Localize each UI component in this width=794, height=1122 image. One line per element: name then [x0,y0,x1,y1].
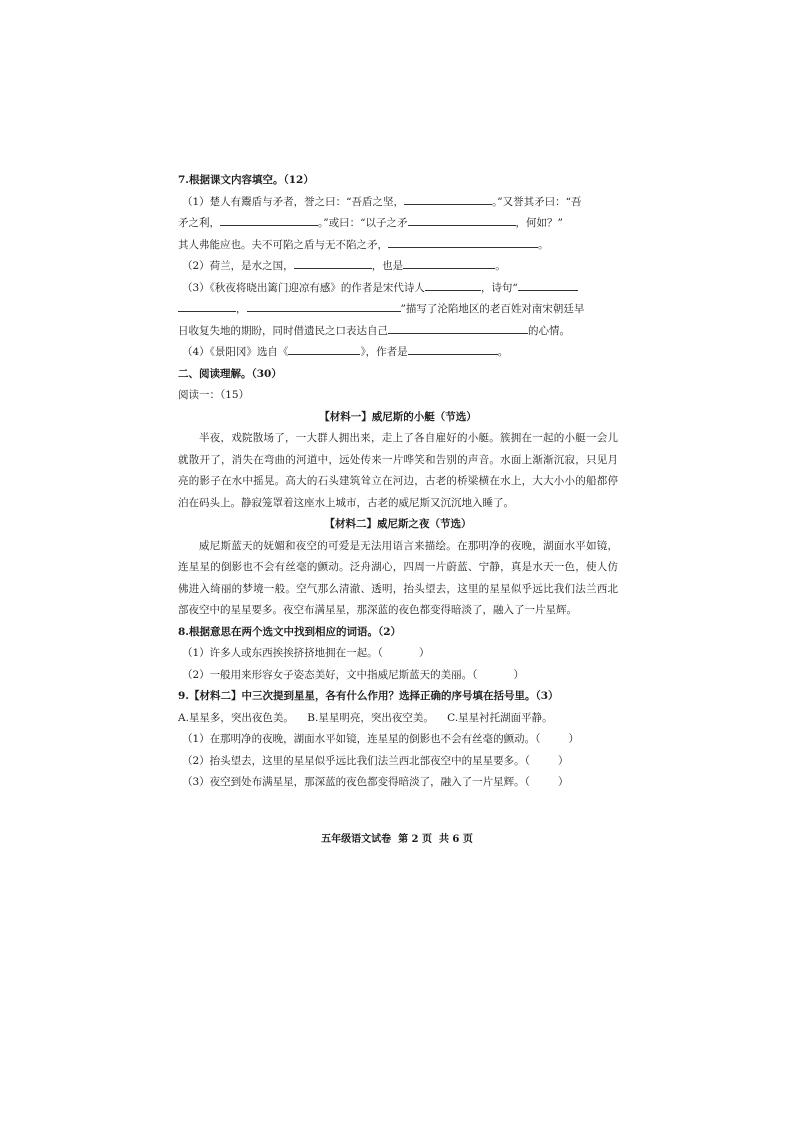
q8-item1 [178,643,618,665]
q7-text: （2）荷兰，是水之国， [182,260,294,272]
q9-options: A.星星多，突出夜色美。 B.星星明亮，突出夜空美。 C.星星衬托湖面平静。 [178,711,553,724]
answer-blank[interactable] [288,342,360,355]
q7-text: 。 [497,346,509,358]
answer-blank[interactable] [425,278,481,291]
q7-text: 。”又誉其矛曰：“吾 [492,195,582,208]
q9-text: ） [557,754,569,767]
q7-item4 [178,342,618,364]
page-footer: 五年级语文试卷 第 2 页 共 6 页 [321,834,473,845]
q7-item1-line2 [178,213,618,235]
q7-text: ，也是 [371,260,404,272]
answer-blank[interactable] [518,278,578,291]
answer-blank[interactable] [247,299,401,312]
q7-item3-line3 [178,321,618,343]
q7-item2 [178,256,618,278]
q7-text: ，何如？” [515,217,563,229]
answer-blank[interactable] [220,213,318,226]
q7-text: （1）楚人有鬻盾与矛者，誉之曰：“吾盾之坚， [182,195,405,208]
q7-title: 7.根据课文内容填空。（12） [178,174,314,186]
q7-item3-line1 [178,278,618,300]
q9-text: ） [557,776,569,788]
q7-item3-line2 [178,299,618,321]
material-1-text: 半夜，戏院散场了，一大群人拥出来，走上了各自雇好的小艇。簇拥在一起的小艇一会儿就散开了，消失在弯曲的河道中，远处传来一片哗笑和告别的声音。水面上渐渐沉寂，只见月亮的影子在水中摇晃。高大的石头建筑耸立在河边，古老的桥梁横在水上，大大小小的船都停泊在码头上。静寂笼罩着这座水上城市，古老的威尼斯又沉沉地入睡了。 [178,432,618,509]
q7-text: 。 [538,238,549,251]
q9-text: （1）在那明净的夜晚，湖面水平如镜，连星星的倒影也不会有丝毫的颤动。（ [182,733,541,745]
q9-title: 9.【材料二】中三次提到星星，各有什么作用？选择正确的序号填在括号里。（3） [178,690,559,702]
q7-text: 。 [495,260,506,272]
material-2-title: 【材料二】威尼斯之夜（节选） [324,518,472,530]
q7-text: 矛之利， [178,217,220,229]
q8-text: ） [418,647,430,659]
q7-text: 日收复失地的期盼，同时借遗民之口表达自己 [178,324,388,337]
q9-item2 [178,751,618,773]
exam-content [178,170,618,794]
q7-text: 。”或曰：“以子之矛 [318,217,408,229]
answer-blank[interactable] [388,235,538,248]
q9-text: （2）抬头望去，这里的星星似乎远比我们法兰西北部夜空中的星星要多。（ [182,754,530,767]
q7-item1-line3 [178,235,618,257]
q9-item3 [178,772,618,794]
q7-text: ，诗句“ [480,281,518,294]
q7-item1-line1 [178,192,618,214]
reading-1-heading: 阅读一：（15） [178,389,250,401]
q8-title: 8.根据意思在两个选文中找到相应的词语。（2） [178,625,402,638]
q9-item1 [178,729,618,751]
q8-text: （1）许多人或东西挨挨挤挤地拥在一起。（ [182,647,383,659]
q8-text: ） [513,668,524,681]
q7-text: 的心情。 [528,324,570,337]
answer-blank[interactable] [408,342,498,355]
answer-blank[interactable] [294,256,372,269]
q7-text: （4）《景阳冈》选自《 [182,346,289,358]
answer-blank[interactable] [403,256,495,269]
material-1-title: 【材料一】威尼斯的小艇（节选） [319,410,477,423]
q7-text: 其人弗能应也。夫不可陷之盾与无不陷之矛， [178,238,388,251]
answer-blank[interactable] [408,213,516,226]
answer-blank[interactable] [388,321,528,334]
answer-blank[interactable] [178,299,236,312]
q7-text: 》，作者是 [360,346,408,358]
q7-text: （3）《秋夜将晓出篱门迎凉有感》的作者是宋代诗人 [182,281,425,294]
answer-blank[interactable] [404,192,492,205]
material-2-text: 威尼斯蓝天的妩媚和夜空的可爱是无法用语言来描绘。在那明净的夜晚，湖面水平如镜，连星星的倒影也不会有丝毫的颤动。泛舟湖心，四周一片蔚蓝、宁静，真是水天一色，使人仿佛进入绮丽的梦境一般。空气那么清澈、透明，抬头望去，这里的星星似乎远比我们法兰西北部夜空中的星星要多。夜空布满星星，那深蓝的夜色都变得暗淡了，融入了一片星辉。 [178,539,618,616]
q7-text: ”描写了沦陷地区的老百姓对南宋朝廷早 [400,303,585,315]
q8-text: （2）一般用来形容女子姿态美好，文中指威尼斯蓝天的美丽。（ [182,668,478,681]
q9-text: （3）夜空到处布满星星，那深蓝的夜色都变得暗淡了，融入了一片星辉。（ [182,776,530,788]
q7-text: ， [236,303,247,315]
section-2-heading: 二、阅读理解。（30） [178,367,282,380]
q9-text: ） [568,733,579,745]
q8-item2 [178,665,618,687]
